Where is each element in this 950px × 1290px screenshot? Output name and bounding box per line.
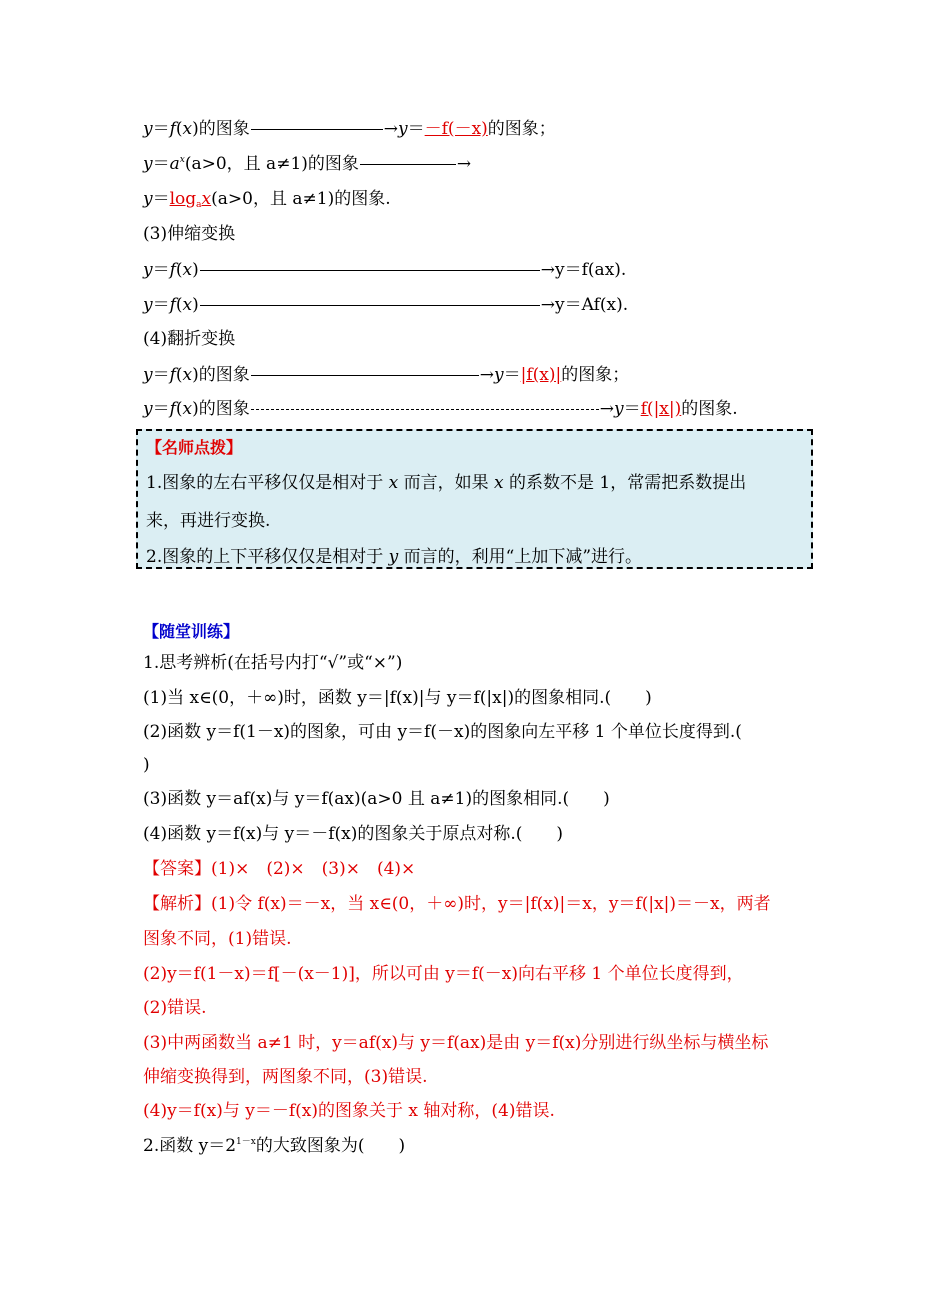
answer-line: 【答案】(1)× (2)× (3)× (4)× xyxy=(143,859,416,879)
exp-line: $y=a^x(a>0$，且 a≠1)的图象 → xyxy=(143,154,472,174)
answer-flip-abs-x: f(|x|) xyxy=(640,399,682,419)
tip-paragraph-1: 1.图象的左右平移仅仅是相对于 x 而言，如果 x 的系数不是 1，常需把系数提出 xyxy=(146,473,747,493)
question-1-2-cont: ) xyxy=(143,755,150,775)
question-1-2: (2)函数 y＝f(1－x)的图象，可由 y＝f(－x)的图象向左平移 1 个单位长度得到.( xyxy=(143,722,742,742)
question-1-1: (1)当 x∈(0，＋∞)时，函数 y＝|f(x)|与 y＝f(|x|)的图象相同.( ) xyxy=(143,688,652,708)
transform-arrow xyxy=(251,129,383,130)
transform-arrow xyxy=(360,164,456,165)
explanation-3: (3)中两函数当 a≠1 时，y＝af(x)与 y＝f(ax)是由 y＝f(x)分别进行纵坐标与横坐标 xyxy=(143,1033,769,1053)
explanation-1-cont: 图象不同，(1)错误. xyxy=(143,929,292,949)
explanation-1: 【解析】(1)令 f(x)＝－x，当 x∈(0，＋∞)时，y＝|f(x)|＝x，y＝f(|x|)＝－x，两者 xyxy=(143,894,771,914)
tip-header: 【名师点拨】 xyxy=(146,438,243,457)
explanation-4: (4)y＝f(x)与 y＝－f(x)的图象关于 x 轴对称，(4)错误. xyxy=(143,1101,555,1121)
flip-heading: (4)翻折变换 xyxy=(143,329,236,349)
transform-arrow xyxy=(200,270,540,271)
question-1-4: (4)函数 y＝f(x)与 y＝－f(x)的图象关于原点对称.( ) xyxy=(143,824,564,844)
explanation-2-cont: (2)错误. xyxy=(143,998,207,1018)
tip-paragraph-1-cont: 来，再进行变换. xyxy=(146,511,271,531)
exp-condition: (a>0，且 a≠1)的图象 xyxy=(184,154,359,174)
stretch-heading: (3)伸缩变换 xyxy=(143,224,236,244)
stretch-line-2: y＝f(x) →y＝Af(x). xyxy=(143,295,629,315)
question-1: 1.思考辨析(在括号内打“√”或“×”) xyxy=(143,653,403,673)
tip-paragraph-2: 2.图象的上下平移仅仅是相对于 y 而言的，利用“上加下减”进行。 xyxy=(146,547,643,567)
question-1-3: (3)函数 y＝af(x)与 y＝f(ax)(a>0 且 a≠1)的图象相同.( ) xyxy=(143,789,610,809)
reflect-origin-suffix: 的图象； xyxy=(487,119,556,139)
stretch-line-1: y＝f(x) →y＝f(ax). xyxy=(143,260,627,280)
log-line: $y=\log_ax(a>0$，且 a≠1)的图象. xyxy=(143,189,391,210)
tip-box xyxy=(136,429,813,569)
transform-arrow xyxy=(200,305,540,306)
answer-flip-abs-f: |f(x)| xyxy=(520,365,562,385)
question-2: 2.函数 $y=2^{1-x}$的大致图象为( ) xyxy=(143,1136,406,1156)
flip-line-2: y＝f(x)的图象 →y＝f(|x|)的图象. xyxy=(143,399,738,419)
explanation-3-cont: 伸缩变换得到，两图象不同，(3)错误. xyxy=(143,1067,428,1087)
transform-dashed-arrow xyxy=(251,409,599,410)
flip-line-1: y＝f(x)的图象 →y＝|f(x)|的图象； xyxy=(143,365,630,385)
reflect-origin-line: y＝f(x)的图象 →y＝－f(－x)的图象； xyxy=(143,119,556,139)
log-condition: (a>0，且 a≠1)的图象. xyxy=(211,189,391,209)
answer-log: $\log_ax$ xyxy=(169,189,212,210)
practice-header: 【随堂训练】 xyxy=(143,622,240,641)
answer-reflect-origin: －f(－x) xyxy=(424,119,488,139)
explanation-2: (2)y＝f(1－x)＝f[－(x－1)]，所以可由 y＝f(－x)向右平移 1 个单位长度得到， xyxy=(143,964,744,984)
transform-arrow xyxy=(251,375,479,376)
